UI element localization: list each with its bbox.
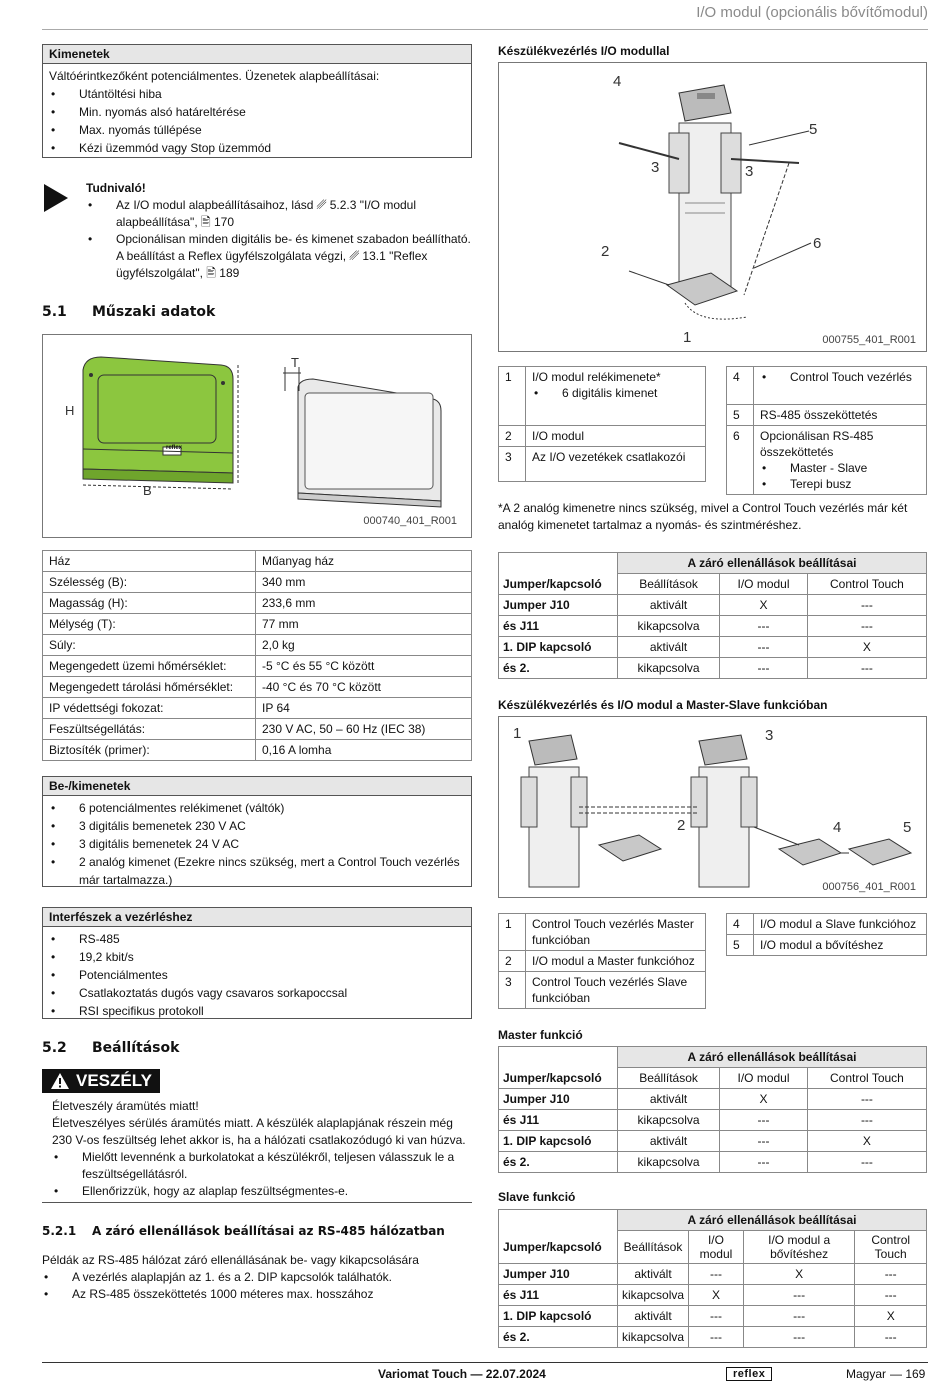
table-cell: ---: [743, 1327, 855, 1348]
note-item: • Opcionálisan minden digitális be- és kimenet szabadon beállítható. A beállítást a Reflex ügyfélszolgálata végzi, ␥ 13.1 "Reflex ügyfélszolgálat", 🖹 189: [86, 231, 472, 282]
table-row: [499, 1285, 927, 1306]
danger-text: [52, 1098, 472, 1200]
column-header: Beállítások: [618, 1068, 720, 1089]
spec-label: IP védettségi fokozat:: [43, 698, 256, 719]
spec-table: [42, 550, 472, 761]
column-header: Beállítások: [618, 574, 720, 595]
list-item: • 6 potenciálmentes relékimenet (váltók): [49, 799, 465, 817]
io-box: [42, 776, 472, 887]
table-caption: A záró ellenállások beállításai: [618, 1210, 927, 1231]
danger-line1: Életveszély áramütés miatt!: [52, 1099, 199, 1113]
callout-5: 5: [809, 121, 818, 138]
table-cell: ---: [689, 1264, 744, 1285]
table-cell: kikapcsolva: [618, 658, 720, 679]
column-header: Control Touch: [807, 574, 926, 595]
interface-box-title: Interfészek a vezérléshez: [43, 908, 471, 927]
spec-label: Biztosíték (primer):: [43, 740, 256, 761]
column-header: I/O modul: [720, 574, 808, 595]
table-cell: X: [720, 1089, 808, 1110]
table-cell: aktivált: [618, 1131, 720, 1152]
column-header: I/O modul: [689, 1231, 744, 1264]
callout-5: 5: [903, 819, 912, 836]
module-figure: [42, 334, 472, 538]
danger-item: • Ellenőrizzük, hogy az alaplap feszültségmentes-e.: [52, 1183, 472, 1200]
section-heading: 5.2 Beállítások: [42, 1040, 180, 1056]
header-divider: [42, 29, 928, 30]
list-item: • Csatlakoztatás dugós vagy csavaros sorkapoccsal: [49, 984, 465, 1002]
outputs-list: [49, 85, 465, 157]
table-row: [43, 719, 472, 740]
footer-doc: Variomat Touch — 22.07.2024: [378, 1367, 546, 1381]
table-cell: ---: [807, 616, 926, 637]
note-item: • Az I/O modul alapbeállításaihoz, lásd ␥ 5.2.3 "I/O modul alapbeállítása", 🖹 170: [86, 197, 472, 231]
table-cell: 1. DIP kapcsoló: [499, 1131, 618, 1152]
master-slave-figure: [498, 716, 927, 898]
table-row: [43, 614, 472, 635]
spec-label: Megengedett tárolási hőmérséklet:: [43, 677, 256, 698]
list-item: • 2 analóg kimenet (Ezekre nincs szükség, mert a Control Touch vezérlés már tartalmazza.): [49, 853, 465, 889]
master-table: [498, 1046, 927, 1173]
table-row: [43, 656, 472, 677]
spec-label: Ház: [43, 551, 256, 572]
column-header: Jumper/kapcsoló: [499, 1231, 618, 1264]
slave-title: Slave funkció: [498, 1190, 576, 1204]
table-cell: és J11: [499, 1110, 618, 1131]
io-box-title: Be-/kimenetek: [43, 777, 471, 796]
callout-3: 3: [765, 727, 774, 744]
legend2-table-left: [498, 913, 706, 1009]
table-row: [499, 1306, 927, 1327]
fig-ms-title: Készülékvezérlés és I/O modul a Master-Slave funkcióban: [498, 698, 828, 712]
danger-line2: Életveszélyes sérülés áramütés miatt. A készülék alaplapjának részein még 230 V-os feszültség lehet akkor is, ha a hálózati csatlakozódugó ki van húzva.: [52, 1116, 466, 1147]
table-row: [499, 595, 927, 616]
section-heading: 5.1 Műszaki adatok: [42, 304, 216, 320]
callout-2: 2: [601, 243, 610, 260]
callout-1: 1: [683, 329, 692, 346]
list-item: • RSI specifikus protokoll: [49, 1002, 465, 1020]
figure-code: 000755_401_R001: [822, 334, 916, 346]
table-row: [499, 1152, 927, 1173]
outputs-intro: Váltóérintkezőként potenciálmentes. Üzenetek alapbeállításai:: [49, 69, 380, 83]
table-cell: X: [807, 637, 926, 658]
spec-value: 233,6 mm: [256, 593, 472, 614]
module-logo: reflex: [166, 445, 183, 451]
spec-label: Feszültségellátás:: [43, 719, 256, 740]
subsection-heading: 5.2.1 A záró ellenállások beállításai az RS-485 hálózatban: [42, 1224, 445, 1238]
legend-table-left: [498, 366, 706, 482]
dim-label-t: T: [291, 355, 299, 370]
legend-row: 3 Control Touch vezérlés Slave funkcióban: [499, 972, 706, 1009]
table-cell: ---: [807, 658, 926, 679]
master-slave-illustration: [499, 717, 926, 897]
table-cell: ---: [689, 1306, 744, 1327]
table-cell: ---: [807, 1152, 926, 1173]
list-item: • RS-485: [49, 930, 465, 948]
table-caption: A záró ellenállások beállításai: [618, 1047, 927, 1068]
legend-row: 2 I/O modul: [499, 426, 706, 447]
spec-value: 77 mm: [256, 614, 472, 635]
callout-4: 4: [833, 819, 842, 836]
list-item: • Potenciálmentes: [49, 966, 465, 984]
danger-item: • Mielőtt levennénk a burkolatokat a készülékről, teljesen válasszuk le a feszültségellátásról.: [52, 1149, 472, 1183]
table-row: [43, 740, 472, 761]
table-row: [499, 637, 927, 658]
table-cell: ---: [855, 1264, 927, 1285]
spec-value: IP 64: [256, 698, 472, 719]
table-caption: A záró ellenállások beállításai: [618, 553, 927, 574]
table-cell: kikapcsolva: [618, 1327, 689, 1348]
table-row: [499, 1327, 927, 1348]
table-cell: kikapcsolva: [618, 1152, 720, 1173]
resistor-table: [498, 552, 927, 679]
table-cell: Jumper J10: [499, 595, 618, 616]
spec-label: Súly:: [43, 635, 256, 656]
control-illustration: [499, 63, 926, 351]
table-cell: ---: [720, 658, 808, 679]
table-cell: Jumper J10: [499, 1089, 618, 1110]
table-cell: 1. DIP kapcsoló: [499, 1306, 618, 1327]
legend-row: 4 • Control Touch vezérlés: [727, 367, 927, 405]
table-cell: ---: [720, 1152, 808, 1173]
spec-label: Magasság (H):: [43, 593, 256, 614]
table-row: [499, 1110, 927, 1131]
column-header: I/O modul: [720, 1068, 808, 1089]
table-cell: aktivált: [618, 595, 720, 616]
table-row: [499, 658, 927, 679]
table-cell: X: [807, 1131, 926, 1152]
control-figure: [498, 62, 927, 352]
section-521-intro: Példák az RS-485 hálózat záró ellenállásának be- vagy kikapcsolására: [42, 1253, 419, 1267]
legend2-table-right: [726, 913, 927, 956]
spec-value: 230 V AC, 50 – 60 Hz (IEC 38): [256, 719, 472, 740]
table-cell: ---: [689, 1327, 744, 1348]
list-item: • Az RS-485 összeköttetés 1000 méteres max. hosszához: [42, 1286, 472, 1303]
figure-code: 000740_401_R001: [363, 515, 457, 527]
legend-row: 4 I/O modul a Slave funkcióhoz: [727, 914, 927, 935]
table-cell: X: [689, 1285, 744, 1306]
table-cell: ---: [720, 1131, 808, 1152]
table-cell: X: [720, 595, 808, 616]
list-item: • 3 digitális bemenetek 24 V AC: [49, 835, 465, 853]
table-cell: ---: [807, 595, 926, 616]
table-row: [499, 1131, 927, 1152]
table-cell: ---: [720, 616, 808, 637]
spec-value: -40 °C és 70 °C között: [256, 677, 472, 698]
table-cell: és 2.: [499, 1327, 618, 1348]
outputs-title: Kimenetek: [43, 45, 471, 64]
list-item: • Max. nyomás túllépése: [49, 121, 465, 139]
interface-box: [42, 907, 472, 1019]
table-row: [43, 677, 472, 698]
table-row: [43, 593, 472, 614]
table-cell: és J11: [499, 616, 618, 637]
table-cell: Jumper J10: [499, 1264, 618, 1285]
table-cell: ---: [743, 1285, 855, 1306]
running-header: I/O modul (opcionális bővítőmodul): [696, 4, 928, 21]
table-cell: ---: [807, 1110, 926, 1131]
dim-label-b: B: [143, 483, 152, 498]
spec-value: -5 °C és 55 °C között: [256, 656, 472, 677]
table-cell: ---: [720, 637, 808, 658]
legend-row: 6 Opcionálisan RS-485 összeköttetés • Master - Slave • Terepi busz: [727, 426, 927, 495]
table-cell: ---: [743, 1306, 855, 1327]
table-row: [499, 1089, 927, 1110]
note-arrow-icon: [44, 184, 68, 215]
table-cell: és J11: [499, 1285, 618, 1306]
figure-code: 000756_401_R001: [822, 881, 916, 893]
table-cell: ---: [807, 1089, 926, 1110]
list-item: • Min. nyomás alsó határeltérése: [49, 103, 465, 121]
module-illustration: [43, 335, 471, 537]
footer-divider: [42, 1362, 928, 1363]
column-header: Jumper/kapcsoló: [499, 1068, 618, 1089]
master-title: Master funkció: [498, 1028, 583, 1042]
dim-label-h: H: [65, 403, 75, 418]
table-cell: és 2.: [499, 1152, 618, 1173]
legend-row: 3 Az I/O vezetékek csatlakozói: [499, 447, 706, 482]
callout-3b: 3: [745, 163, 754, 180]
list-item: • 19,2 kbit/s: [49, 948, 465, 966]
legend-row: 1 Control Touch vezérlés Master funkcióban: [499, 914, 706, 951]
slave-table: [498, 1209, 927, 1348]
table-row: [499, 616, 927, 637]
list-item: • Utántöltési hiba: [49, 85, 465, 103]
note-block: [86, 180, 472, 282]
table-row: [43, 698, 472, 719]
table-row: [43, 635, 472, 656]
spec-label: Megengedett üzemi hőmérséklet:: [43, 656, 256, 677]
legend-footnote: *A 2 analóg kimenetre nincs szükség, mivel a Control Touch vezérlés már két analóg kimenetet tartalmaz a nyomás- és szintméréshez.: [498, 501, 908, 532]
table-cell: aktivált: [618, 1306, 689, 1327]
column-header: Jumper/kapcsoló: [499, 574, 618, 595]
table-cell: kikapcsolva: [618, 1110, 720, 1131]
column-header: Beállítások: [618, 1231, 689, 1264]
table-cell: ---: [720, 1110, 808, 1131]
table-cell: aktivált: [618, 1264, 689, 1285]
spec-value: 0,16 A lomha: [256, 740, 472, 761]
spec-value: 2,0 kg: [256, 635, 472, 656]
callout-4: 4: [613, 73, 622, 90]
table-row: [43, 551, 472, 572]
note-title: Tudnivaló!: [86, 181, 146, 195]
table-cell: kikapcsolva: [618, 1285, 689, 1306]
spec-value: 340 mm: [256, 572, 472, 593]
table-cell: ---: [855, 1285, 927, 1306]
warning-icon: [50, 1072, 70, 1090]
legend-table-right: [726, 366, 927, 495]
table-cell: aktivált: [618, 637, 720, 658]
callout-1: 1: [513, 725, 522, 742]
spec-value: Műanyag ház: [256, 551, 472, 572]
table-cell: ---: [855, 1327, 927, 1348]
list-item: • 3 digitális bemenetek 230 V AC: [49, 817, 465, 835]
spec-label: Szélesség (B):: [43, 572, 256, 593]
table-cell: kikapcsolva: [618, 616, 720, 637]
callout-3a: 3: [651, 159, 660, 176]
footer-lang: Magyar: [846, 1367, 887, 1381]
spec-label: Mélység (T):: [43, 614, 256, 635]
danger-divider: [42, 1202, 472, 1203]
reflex-logo: reflex: [726, 1367, 772, 1381]
legend-row: 5 I/O modul a bővítéshez: [727, 935, 927, 956]
callout-2: 2: [677, 817, 686, 834]
table-cell: 1. DIP kapcsoló: [499, 637, 618, 658]
table-cell: aktivált: [618, 1089, 720, 1110]
danger-label: VESZÉLY: [76, 1071, 152, 1090]
section-521-body: [42, 1252, 472, 1303]
table-cell: és 2.: [499, 658, 618, 679]
legend-row: 2 I/O modul a Master funkcióhoz: [499, 951, 706, 972]
fig-control-title: Készülékvezérlés I/O modullal: [498, 44, 670, 58]
legend-row: 5 RS-485 összeköttetés: [727, 405, 927, 426]
outputs-box: [42, 44, 472, 158]
footer-page: — 169: [890, 1367, 926, 1381]
table-cell: X: [855, 1306, 927, 1327]
callout-6: 6: [813, 235, 822, 252]
legend-row: 1 I/O modul relékimenete* • 6 digitális kimenet: [499, 367, 706, 426]
table-cell: X: [743, 1264, 855, 1285]
column-header: I/O modul a bővítéshez: [743, 1231, 855, 1264]
table-row: [499, 1264, 927, 1285]
column-header: Control Touch: [855, 1231, 927, 1264]
list-item: • A vezérlés alaplapján az 1. és a 2. DIP kapcsolók találhatók.: [42, 1269, 472, 1286]
column-header: Control Touch: [807, 1068, 926, 1089]
danger-badge: [42, 1069, 160, 1093]
list-item: • Kézi üzemmód vagy Stop üzemmód: [49, 139, 465, 157]
table-row: [43, 572, 472, 593]
